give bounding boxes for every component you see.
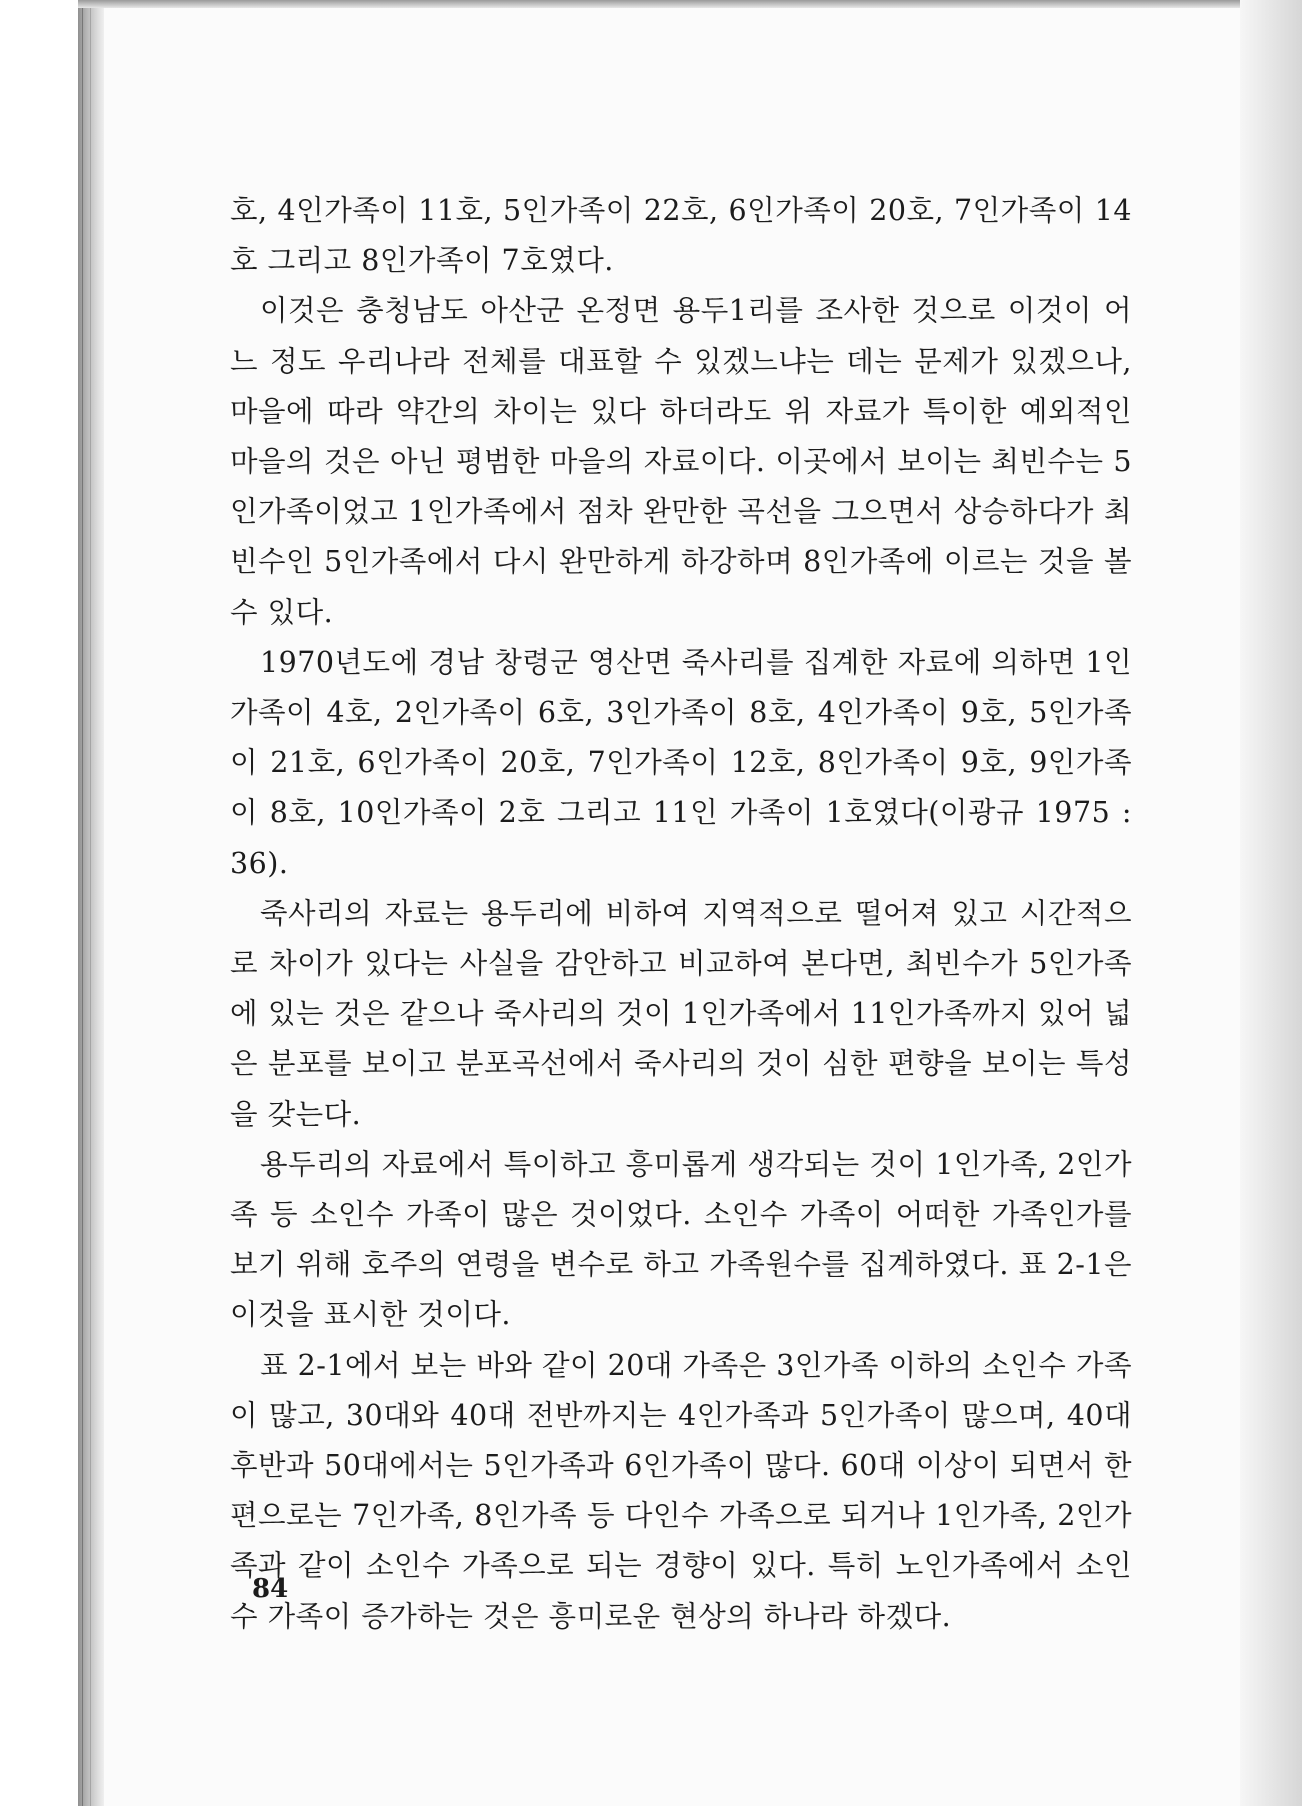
paragraph-2: 이것은 충청남도 아산군 온정면 용두1리를 조사한 것으로 이것이 어느 정도 우리나라 전체를 대표할 수 있겠느냐는 데는 문제가 있겠으나, 마을에 따라 약간의 차이는 있다 하더라도 위 자료가 특이한 예외적인 마을의 것은 아닌 평범한 마을의 자료이다. 이곳에서 보이는 최빈수는 5인가족이었고 1인가족에서 점차 완만한 곡선을 그으면서 상승하다가 최빈수인 5인가족에서 다시 완만하게 하강하며 8인가족에 이르는 것을 볼 수 있다.: [230, 294, 1132, 629]
page-stack-edge-top: [78, 0, 1278, 8]
paragraph-1: 호, 4인가족이 11호, 5인가족이 22호, 6인가족이 20호, 7인가족이 14호 그리고 8인가족이 7호였다.: [230, 194, 1132, 278]
paragraph-3: 1970년도에 경남 창령군 영산면 죽사리를 집계한 자료에 의하면 1인가족이 4호, 2인가족이 6호, 3인가족이 8호, 4인가족이 9호, 5인가족이 21호, 6인가족이 20호, 7인가족이 12호, 8인가족이 9호, 9인가족이 8호, 10인가족이 2호 그리고 11인 가족이 1호였다(이광규 1975 : 36).: [230, 645, 1132, 880]
page-number: 84: [252, 1574, 289, 1604]
page-body: [230, 186, 1132, 1642]
page-edge-right: [1240, 0, 1302, 1806]
paragraph-6: 표 2-1에서 보는 바와 같이 20대 가족은 3인가족 이하의 소인수 가족이 많고, 30대와 40대 전반까지는 4인가족과 5인가족이 많으며, 40대 후반과 50대에서는 5인가족과 6인가족이 많다. 60대 이상이 되면서 한편으로는 7인가족, 8인가족 등 다인수 가족으로 되거나 1인가족, 2인가족과 같이 소인수 가족으로 되는 경향이 있다. 특히 노인가족에서 소인수 가족이 증가하는 것은 흥미로운 현상의 하나라 하겠다.: [230, 1348, 1132, 1633]
page-stack-edge-left: [78, 0, 104, 1806]
paragraph-5: 용두리의 자료에서 특이하고 흥미롭게 생각되는 것이 1인가족, 2인가족 등 소인수 가족이 많은 것이었다. 소인수 가족이 어떠한 가족인가를 보기 위해 호주의 연령을 변수로 하고 가족원수를 집계하였다. 표 2-1은 이것을 표시한 것이다.: [230, 1147, 1132, 1332]
paragraph-4: 죽사리의 자료는 용두리에 비하여 지역적으로 떨어져 있고 시간적으로 차이가 있다는 사실을 감안하고 비교하여 본다면, 최빈수가 5인가족에 있는 것은 같으나 죽사리의 것이 1인가족에서 11인가족까지 있어 넓은 분포를 보이고 분포곡선에서 죽사리의 것이 심한 편향을 보이는 특성을 갖는다.: [230, 896, 1132, 1131]
